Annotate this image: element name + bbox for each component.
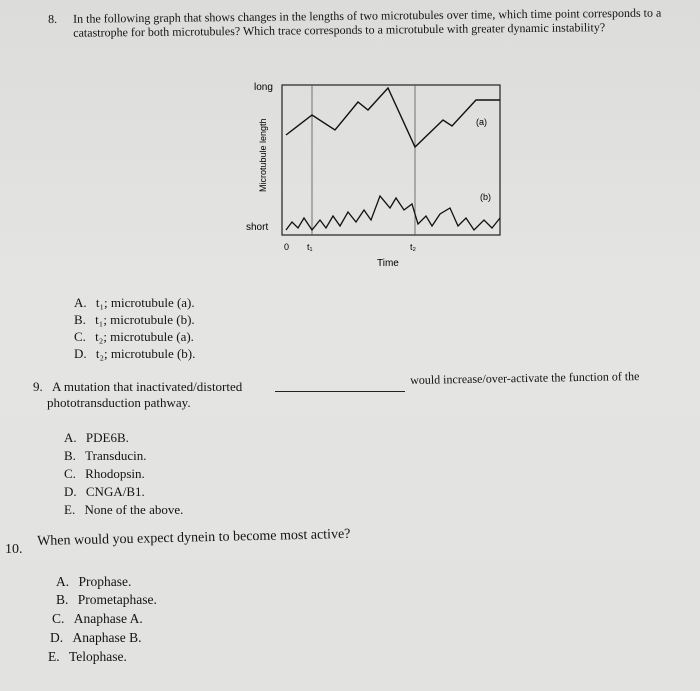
option-text: PDE6B. xyxy=(85,430,129,445)
q9-option-c xyxy=(64,467,145,481)
option-letter: D. xyxy=(64,484,77,499)
trace-b-line xyxy=(286,196,500,230)
option-letter: A. xyxy=(56,574,70,589)
q10-option-b xyxy=(56,593,157,607)
tick-zero: 0 xyxy=(284,242,290,252)
x-axis-title: Time xyxy=(377,258,399,269)
option-letter: A. xyxy=(64,430,77,445)
q10-option-a xyxy=(56,575,131,589)
q9-option-a xyxy=(64,431,129,445)
option-text: Rhodopsin. xyxy=(85,466,145,481)
question-9-text-line2: phototransduction pathway. xyxy=(47,395,191,410)
y-bottom-label: short xyxy=(246,222,269,233)
q9-option-b xyxy=(64,449,146,463)
option-text: Prometaphase. xyxy=(77,592,157,607)
q8-option-c xyxy=(74,330,194,344)
option-text: t₂; microtubule (b). xyxy=(95,346,196,361)
option-text: Anaphase B. xyxy=(72,630,142,645)
trace-b-label: (b) xyxy=(480,192,491,202)
graph-svg xyxy=(240,80,510,270)
q8-option-b xyxy=(74,313,195,327)
option-text: t₁; microtubule (a). xyxy=(95,295,195,310)
q8-option-a xyxy=(74,296,195,310)
option-letter: E. xyxy=(64,502,76,517)
option-text: t₂; microtubule (a). xyxy=(95,329,194,344)
question-9-blank xyxy=(275,391,405,392)
question-10-number: 10. xyxy=(5,542,23,557)
option-letter: B. xyxy=(64,448,76,463)
y-top-label: long xyxy=(254,82,273,93)
q9-option-e xyxy=(64,503,183,517)
trace-a-line xyxy=(286,88,500,147)
q9-option-d xyxy=(64,485,145,499)
option-text: Telophase. xyxy=(69,649,127,664)
question-10-text: When would you expect dynein to become most active? xyxy=(36,526,351,549)
q10-option-c xyxy=(52,612,143,626)
option-text: Transducin. xyxy=(85,448,147,463)
question-9-number: 9. xyxy=(33,379,43,394)
option-letter: A. xyxy=(74,295,87,310)
tick-t2: t₂ xyxy=(410,242,416,252)
option-letter: E. xyxy=(48,649,60,664)
question-8-text: In the following graph that shows changes in the lengths of two microtubules over time, which time point corresponds to a catastrophe for both microtubules? Which trace corresponds to a microtubule with greater dynamic instability? xyxy=(72,5,662,40)
q10-option-d xyxy=(50,631,141,645)
question-8-number: 8. xyxy=(48,11,58,26)
question-9-text-after: would increase/over-activate the function of the xyxy=(410,368,640,387)
option-letter: D. xyxy=(50,630,64,645)
option-text: Anaphase A. xyxy=(73,611,143,626)
trace-a-label: (a) xyxy=(476,117,487,127)
question-9-text-before: A mutation that inactivated/distorted xyxy=(52,379,243,394)
q10-option-e xyxy=(48,650,127,664)
option-letter: C. xyxy=(52,611,65,626)
option-letter: B. xyxy=(74,312,86,327)
option-letter: D. xyxy=(74,346,87,361)
microtubule-length-graph xyxy=(240,80,510,270)
y-axis-title: Microtubule length xyxy=(258,118,268,192)
tick-t1: t₁ xyxy=(307,242,313,252)
option-text: CNGA/B1. xyxy=(85,484,145,499)
option-text: t₁; microtubule (b). xyxy=(95,312,195,327)
q8-option-d xyxy=(74,347,195,361)
option-text: Prophase. xyxy=(78,574,132,589)
option-letter: C. xyxy=(64,466,76,481)
option-letter: B. xyxy=(56,592,69,607)
graph-frame xyxy=(282,85,500,235)
option-letter: C. xyxy=(74,329,86,344)
question-8 xyxy=(48,5,668,40)
option-text: None of the above. xyxy=(84,502,184,517)
